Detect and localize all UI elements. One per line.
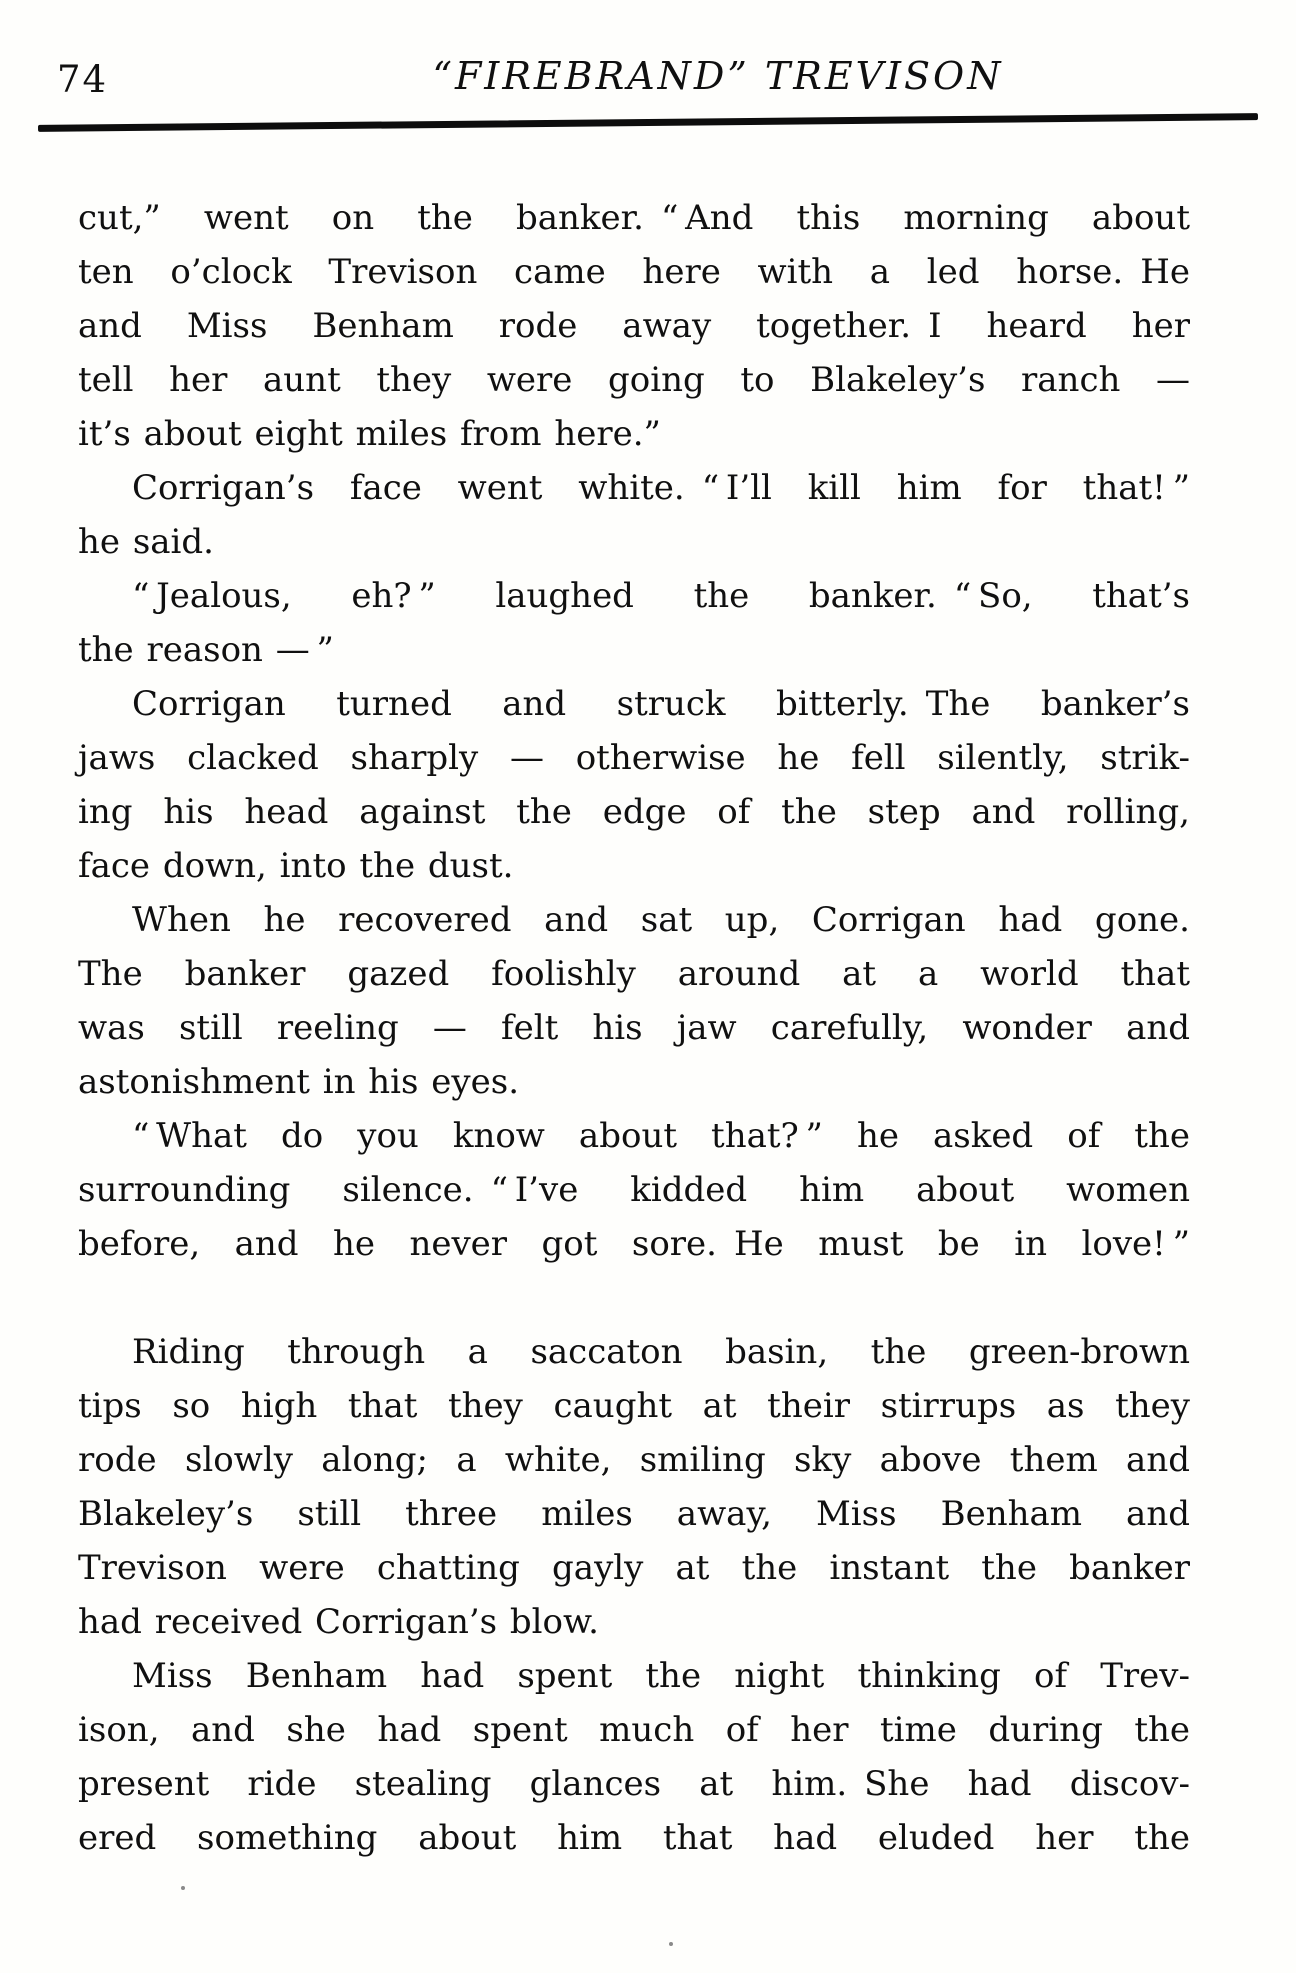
text-line: he said. bbox=[78, 522, 214, 562]
text-line: Corrigan turned and struck bitterly. The banker’s bbox=[132, 684, 1190, 724]
text-line: the reason — ” bbox=[78, 630, 334, 670]
header-rule bbox=[38, 113, 1258, 132]
text-line: Miss Benham had spent the night thinking of Trev- bbox=[132, 1656, 1190, 1696]
text-line: Blakeley’s still three miles away, Miss Benham and bbox=[78, 1494, 1190, 1534]
text-line: astonishment in his eyes. bbox=[78, 1062, 520, 1102]
paragraph bbox=[78, 569, 1190, 677]
text-line: tell her aunt they were going to Blakeley’s ranch — bbox=[78, 360, 1190, 400]
text-line: cut,” went on the banker. “ And this morning about bbox=[78, 198, 1190, 238]
text-line: “ Jealous, eh? ” laughed the banker. “ So, that’s bbox=[132, 576, 1190, 616]
text-line: it’s about eight miles from here.” bbox=[78, 414, 661, 454]
paragraph bbox=[78, 677, 1190, 893]
page-number: 74 bbox=[57, 58, 109, 101]
scan-speck bbox=[669, 1942, 673, 1946]
text-line: ing his head against the edge of the step and rolling, bbox=[78, 792, 1190, 832]
page-body bbox=[78, 191, 1190, 1865]
text-line: The banker gazed foolishly around at a world that bbox=[78, 954, 1190, 994]
text-line: ten o’clock Trevison came here with a led horse. He bbox=[78, 252, 1190, 292]
paragraph bbox=[78, 461, 1190, 569]
paragraph bbox=[78, 1649, 1190, 1865]
paragraph bbox=[78, 191, 1190, 461]
text-line: When he recovered and sat up, Corrigan had gone. bbox=[132, 900, 1190, 940]
paragraph bbox=[78, 1109, 1190, 1271]
text-line: rode slowly along; a white, smiling sky above them and bbox=[78, 1440, 1190, 1480]
text-line: had received Corrigan’s blow. bbox=[78, 1602, 599, 1642]
text-line: face down, into the dust. bbox=[78, 846, 514, 886]
text-line: present ride stealing glances at him. She had discov- bbox=[78, 1764, 1190, 1804]
text-line: “ What do you know about that? ” he asked of the bbox=[132, 1116, 1190, 1156]
text-line: and Miss Benham rode away together. I heard her bbox=[78, 306, 1190, 346]
text-line: before, and he never got sore. He must be in love! ” bbox=[78, 1224, 1190, 1264]
text-line: Riding through a saccaton basin, the green-brown bbox=[132, 1332, 1190, 1372]
scan-speck bbox=[181, 1886, 185, 1890]
running-title: “FIREBRAND” TREVISON bbox=[432, 54, 1004, 98]
text-line: ered something about him that had eluded her the bbox=[78, 1818, 1190, 1858]
text-line: ison, and she had spent much of her time during the bbox=[78, 1710, 1190, 1750]
text-line: surrounding silence. “ I’ve kidded him about women bbox=[78, 1170, 1190, 1210]
text-line: jaws clacked sharply — otherwise he fell silently, strik- bbox=[78, 738, 1190, 778]
paragraph bbox=[78, 1325, 1190, 1649]
paragraph bbox=[78, 893, 1190, 1109]
text-line: was still reeling — felt his jaw carefully, wonder and bbox=[78, 1008, 1190, 1048]
text-line: tips so high that they caught at their stirrups as they bbox=[78, 1386, 1190, 1426]
text-line: Trevison were chatting gayly at the instant the banker bbox=[78, 1548, 1190, 1588]
text-line: Corrigan’s face went white. “ I’ll kill him for that! ” bbox=[132, 468, 1190, 508]
